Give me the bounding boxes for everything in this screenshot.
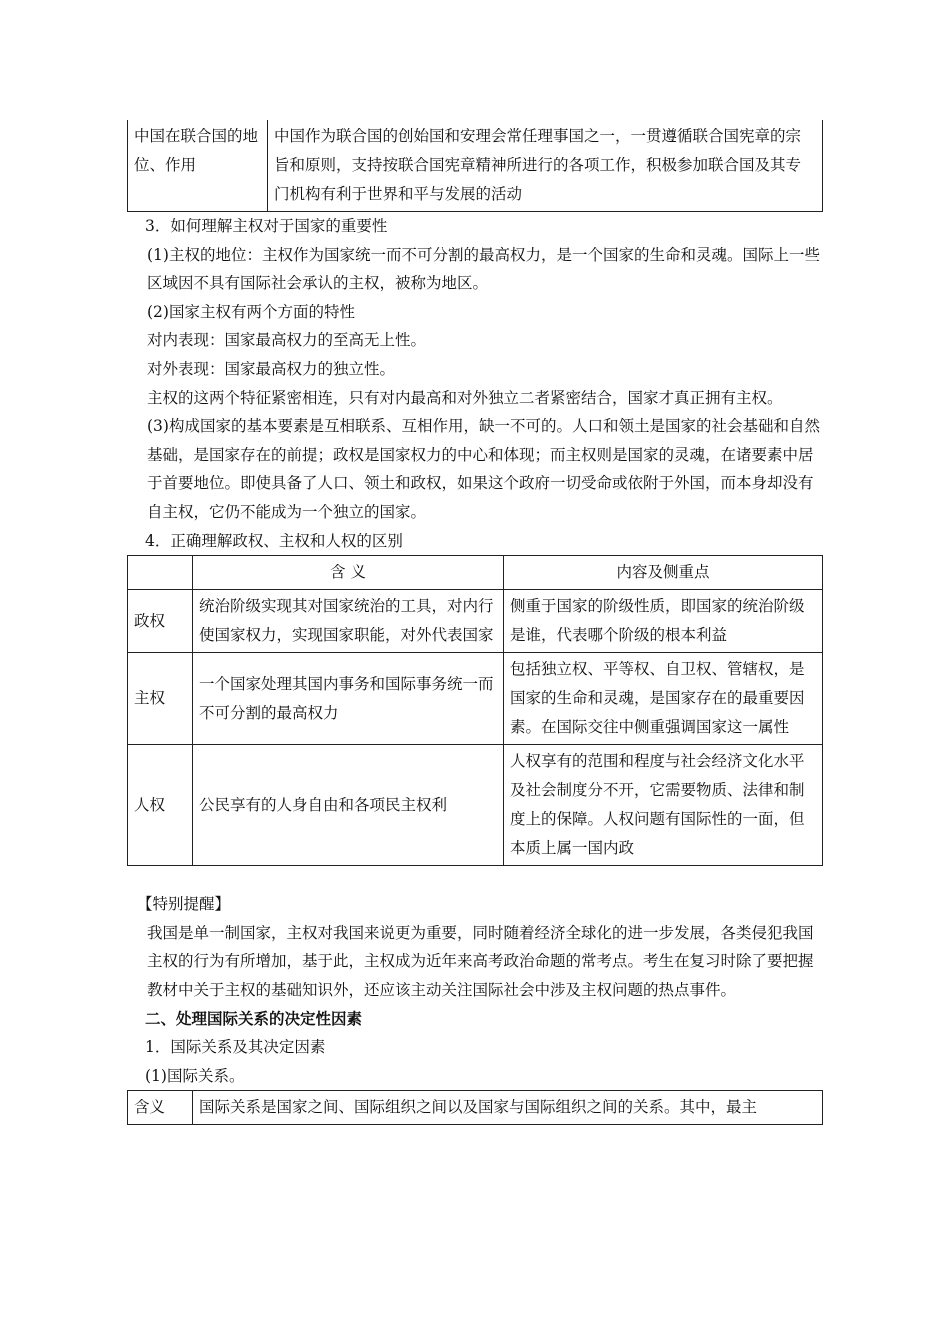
table-cell-label: 中国在联合国的地位、作用 bbox=[128, 120, 268, 212]
comparison-table bbox=[127, 555, 823, 866]
document-page bbox=[127, 120, 823, 1125]
paragraph: (1)主权的地位：主权作为国家统一而不可分割的最高权力，是一个国家的生命和灵魂。国际上一些区域因不具有国际社会承认的主权，被称为地区。 bbox=[147, 245, 820, 293]
paragraph: (3)构成国家的基本要素是互相联系、互相作用，缺一不可的。人口和领土是国家的社会基础和自然基础，是国家存在的前提；政权是国家权力的中心和体现；而主权则是国家的灵魂，在诸要素中居于首要地位。即使具备了人口、领土和政权，如果这个政府一切受命或依附于外国，而本身却没有自主权，它仍不能成为一个独立的国家。 bbox=[147, 417, 820, 521]
table-cell-term: 主权 bbox=[128, 653, 193, 745]
table-row bbox=[128, 590, 823, 653]
section-heading: 3．如何理解主权对于国家的重要性 bbox=[145, 217, 388, 235]
paragraph: 主权的这两个特征紧密相连，只有对内最高和对外独立二者紧密结合，国家才真正拥有主权。 bbox=[147, 388, 783, 407]
table-cell-label: 含义 bbox=[128, 1091, 193, 1125]
table-cell-focus: 侧重于国家的阶级性质，即国家的统治阶级是谁，代表哪个阶级的根本利益 bbox=[504, 590, 823, 653]
table-header-cell: 含 义 bbox=[193, 556, 504, 590]
reminder-title: 【特别提醒】 bbox=[137, 895, 231, 914]
table-cell-focus: 人权享有的范围和程度与社会经济文化水平及社会制度分不开，它需要物质、法律和制度上的保障。人权问题有国际性的一面，但本质上属一国内政 bbox=[504, 745, 823, 866]
table-cell-term: 人权 bbox=[128, 745, 193, 866]
table-cell-meaning: 统治阶级实现其对国家统治的工具，对内行使国家权力，实现国家职能，对外代表国家 bbox=[193, 590, 504, 653]
table-row bbox=[128, 653, 823, 745]
table-row bbox=[128, 745, 823, 866]
table-cell-content: 国际关系是国家之间、国际组织之间以及国家与国际组织之间的关系。其中，最主 bbox=[193, 1091, 823, 1125]
sub-heading: (1)国际关系。 bbox=[145, 1066, 245, 1085]
table-header-row bbox=[128, 556, 823, 590]
table-cell-term: 政权 bbox=[128, 590, 193, 653]
part-heading: 二、处理国际关系的决定性因素 bbox=[145, 1008, 363, 1028]
paragraph: 对内表现：国家最高权力的至高无上性。 bbox=[147, 331, 427, 350]
un-role-table bbox=[127, 120, 823, 212]
table-cell-content: 中国作为联合国的创始国和安理会常任理事国之一，一贯遵循联合国宪章的宗旨和原则，支持按联合国宪章精神所进行的各项工作，积极参加联合国及其专门机构有利于世界和平与发展的活动 bbox=[268, 120, 823, 212]
table-row bbox=[128, 1091, 823, 1125]
relations-table bbox=[127, 1090, 823, 1125]
table-cell-focus: 包括独立权、平等权、自卫权、管辖权，是国家的生命和灵魂，是国家存在的最重要因素。在国际交往中侧重强调国家这一属性 bbox=[504, 653, 823, 745]
table-header-cell: 内容及侧重点 bbox=[504, 556, 823, 590]
sub-heading: 1．国际关系及其决定因素 bbox=[145, 1038, 326, 1057]
paragraph: 对外表现：国家最高权力的独立性。 bbox=[147, 359, 396, 378]
paragraph: (2)国家主权有两个方面的特性 bbox=[147, 302, 355, 321]
table-row bbox=[128, 120, 823, 212]
table-header-cell bbox=[128, 556, 193, 590]
section-heading: 4．正确理解政权、主权和人权的区别 bbox=[145, 531, 403, 550]
table-cell-meaning: 一个国家处理其国内事务和国际事务统一而不可分割的最高权力 bbox=[193, 653, 504, 745]
reminder-text: 我国是单一制国家，主权对我国来说更为重要，同时随着经济全球化的进一步发展，各类侵犯我国主权的行为有所增加，基于此，主权成为近年来高考政治命题的常考点。考生在复习时除了要把握教材中关于主权的基础知识外，还应该主动关注国际社会中涉及主权问题的热点事件。 bbox=[147, 923, 814, 999]
table-cell-meaning: 公民享有的人身自由和各项民主权利 bbox=[193, 745, 504, 866]
